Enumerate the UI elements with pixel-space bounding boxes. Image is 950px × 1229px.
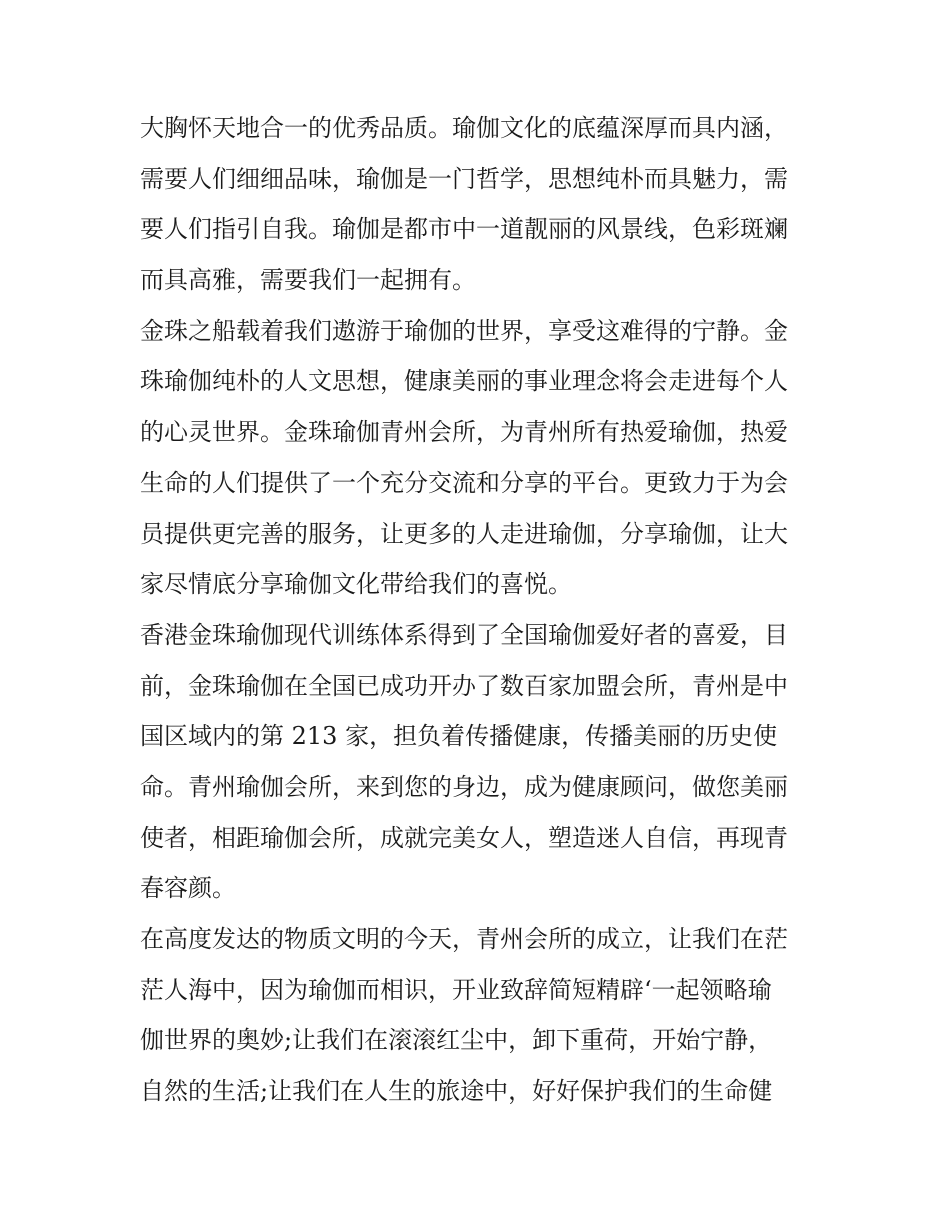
text-line: 要人们指引自我。瑜伽是都市中一道靓丽的风景线，色彩斑斓 — [140, 215, 788, 244]
text-line: 自然的生活;让我们在人生的旅途中，好好保护我们的生命健 — [140, 1077, 773, 1106]
text-line: 命。青州瑜伽会所，来到您的身边，成为健康顾问，做您美丽 — [140, 772, 788, 801]
text-line: 金珠之船载着我们遨游于瑜伽的世界，享受这难得的宁静。金 — [140, 316, 788, 345]
text-line: 大胸怀天地合一的优秀品质。瑜伽文化的底蕴深厚而具内涵， — [140, 114, 788, 142]
text-line: 需要人们细细品味，瑜伽是一门哲学，思想纯朴而具魅力，需 — [140, 164, 788, 193]
text-line: 使者，相距瑜伽会所，成就完美女人，塑造迷人自信，再现青 — [140, 823, 788, 852]
body-text — [140, 103, 820, 1117]
text-line: 茫人海中，因为瑜伽而相识，开业致辞简短精辟‘一起领略瑜 — [140, 975, 772, 1004]
text-line: 的心灵世界。金珠瑜伽青州会所，为青州所有热爱瑜伽，热爱 — [140, 418, 788, 447]
text-line: 员提供更完善的服务，让更多的人走进瑜伽，分享瑜伽，让大 — [140, 519, 788, 548]
text-line: 而具高雅，需要我们一起拥有。 — [140, 266, 476, 295]
text-line: 前，金珠瑜伽在全国已成功开办了数百家加盟会所，青州是中 — [140, 671, 788, 700]
text-line: 香港金珠瑜伽现代训练体系得到了全国瑜伽爱好者的喜爱，目 — [140, 620, 788, 649]
text-line: 珠瑜伽纯朴的人文思想，健康美丽的事业理念将会走进每个人 — [140, 367, 788, 396]
text-line: 国区域内的第 213 家，担负着传播健康，传播美丽的历史使 — [140, 722, 778, 751]
text-line: 生命的人们提供了一个充分交流和分享的平台。更致力于为会 — [140, 468, 788, 497]
text-line: 伽世界的奥妙;让我们在滚滚红尘中，卸下重荷，开始宁静， — [140, 1026, 773, 1055]
text-line: 在高度发达的物质文明的今天，青州会所的成立，让我们在茫 — [140, 925, 788, 953]
text-line: 春容颜。 — [140, 874, 236, 903]
text-line: 家尽情底分享瑜伽文化带给我们的喜悦。 — [140, 570, 572, 599]
